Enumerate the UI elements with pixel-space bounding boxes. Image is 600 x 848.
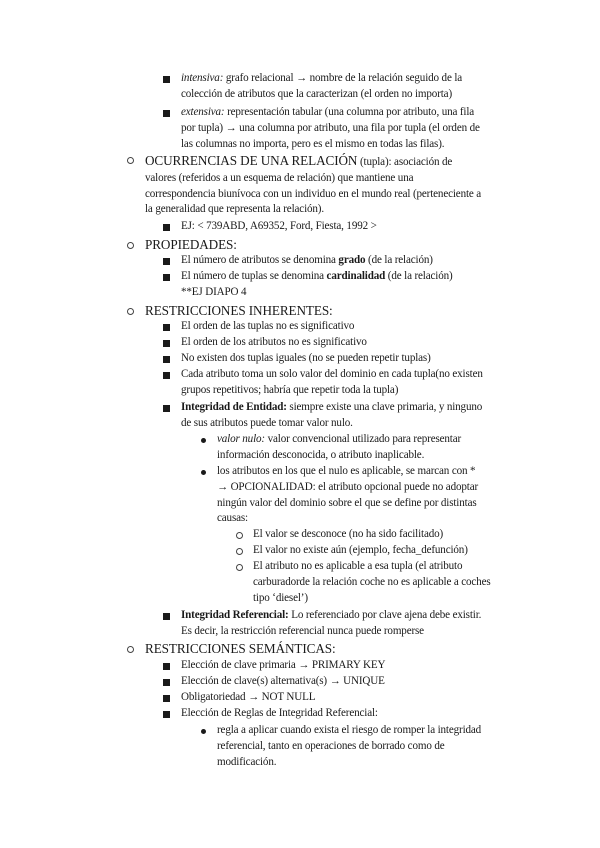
inherente-2: El orden de los atributos no es significativo [181, 336, 367, 348]
hollow-circle-bullet-icon [236, 532, 243, 539]
ocurrencias-heading: OCURRENCIAS DE UNA RELACIÓN [145, 153, 358, 168]
grado-item: El número de atributos se denomina grado (de la relación) [181, 254, 433, 266]
semanticas-heading: RESTRICCIONES SEMÁNTICAS: [145, 641, 336, 656]
valor-nulo-item: valor nulo: valor convencional utilizado para representar información desconocida, o atributo inaplicable. [217, 433, 462, 461]
square-bullet-icon [163, 274, 170, 281]
ocurrencias-item: OCURRENCIAS DE UNA RELACIÓN (tupla): asociación de valores (referidos a un esquema de relación) que mantiene una correspondencia biunívoca con un individuo en el mundo real (perteneciente a la generalidad que representa la relación). [145, 153, 482, 216]
semantica-3: Obligatoriedad → NOT NULL [181, 691, 316, 703]
inherente-3: No existen dos tuplas iguales (no se pueden repetir tuplas) [181, 352, 431, 364]
causa-2: El valor no existe aún (ejemplo, fecha_defunción) [253, 544, 468, 556]
hollow-circle-bullet-icon [127, 308, 134, 315]
inherente-1: El orden de las tuplas no es significativo [181, 320, 355, 332]
regla-item: regla a aplicar cuando exista el riesgo de romper la integridad referencial, tanto en operaciones de borrado como de modificación. [217, 724, 482, 768]
extensiva-item: extensiva: representación tabular (una columna por atributo, una fila por tupla) → una columna por atributo, una fila por tupla (el orden de las columnas no importa, pero es el mismo en todas las filas). [181, 106, 480, 150]
semantica-1: Elección de clave primaria → PRIMARY KEY [181, 659, 386, 671]
hollow-circle-bullet-icon [236, 564, 243, 571]
propiedades-heading: PROPIEDADES: [145, 237, 237, 252]
opcionalidad-item: los atributos en los que el nulo es aplicable, se marcan con * → OPCIONALIDAD: el atributo opcional puede no adoptar ningún valor del dominio sobre el que se define por distintas causas: [217, 465, 479, 525]
square-bullet-icon [163, 695, 170, 702]
causa-3: El atributo no es aplicable a esa tupla (el atributo carburadorde la relación coche no es aplicable a coches tipo ‘diesel’) [253, 560, 491, 604]
square-bullet-icon [163, 356, 170, 363]
filled-circle-bullet-icon [201, 729, 206, 734]
inherentes-heading: RESTRICCIONES INHERENTES: [145, 303, 333, 318]
ej-tupla-item: EJ: < 739ABD, A69352, Ford, Fiesta, 1992 > [181, 220, 377, 232]
hollow-circle-bullet-icon [127, 242, 134, 249]
square-bullet-icon [163, 405, 170, 412]
semantica-2: Elección de clave(s) alternativa(s) → UNIQUE [181, 675, 385, 687]
filled-circle-bullet-icon [201, 438, 206, 443]
square-bullet-icon [163, 372, 170, 379]
square-bullet-icon [163, 258, 170, 265]
filled-circle-bullet-icon [201, 470, 206, 475]
intensiva-item: intensiva: grafo relacional → nombre de la relación seguido de la colección de atributos que la caracterizan (el orden no importa) [181, 72, 463, 100]
square-bullet-icon [163, 711, 170, 718]
square-bullet-icon [163, 613, 170, 620]
square-bullet-icon [163, 224, 170, 231]
square-bullet-icon [163, 110, 170, 117]
semantica-4: Elección de Reglas de Integridad Referencial: [181, 707, 378, 719]
integridad-entidad-item: Integridad de Entidad: siempre existe una clave primaria, y ninguno de sus atributos puede tomar valor nulo. [181, 401, 483, 429]
extensiva-term: extensiva: [181, 106, 225, 118]
square-bullet-icon [163, 340, 170, 347]
square-bullet-icon [163, 324, 170, 331]
hollow-circle-bullet-icon [127, 646, 134, 653]
intensiva-term: intensiva: [181, 72, 224, 84]
causa-1: El valor se desconoce (no ha sido facilitado) [253, 528, 444, 540]
cardinalidad-item: El número de tuplas se denomina cardinalidad (de la relación) **EJ DIAPO 4 [181, 270, 453, 298]
inherente-4: Cada atributo toma un solo valor del dominio en cada tupla(no existen grupos repetitivos; habría que repetir toda la tupla) [181, 368, 483, 396]
square-bullet-icon [163, 663, 170, 670]
square-bullet-icon [163, 76, 170, 83]
integridad-referencial-item: Integridad Referencial: Lo referenciado por clave ajena debe existir. Es decir, la restricción referencial nunca puede romperse [181, 609, 482, 637]
hollow-circle-bullet-icon [127, 157, 134, 164]
hollow-circle-bullet-icon [236, 548, 243, 555]
square-bullet-icon [163, 679, 170, 686]
